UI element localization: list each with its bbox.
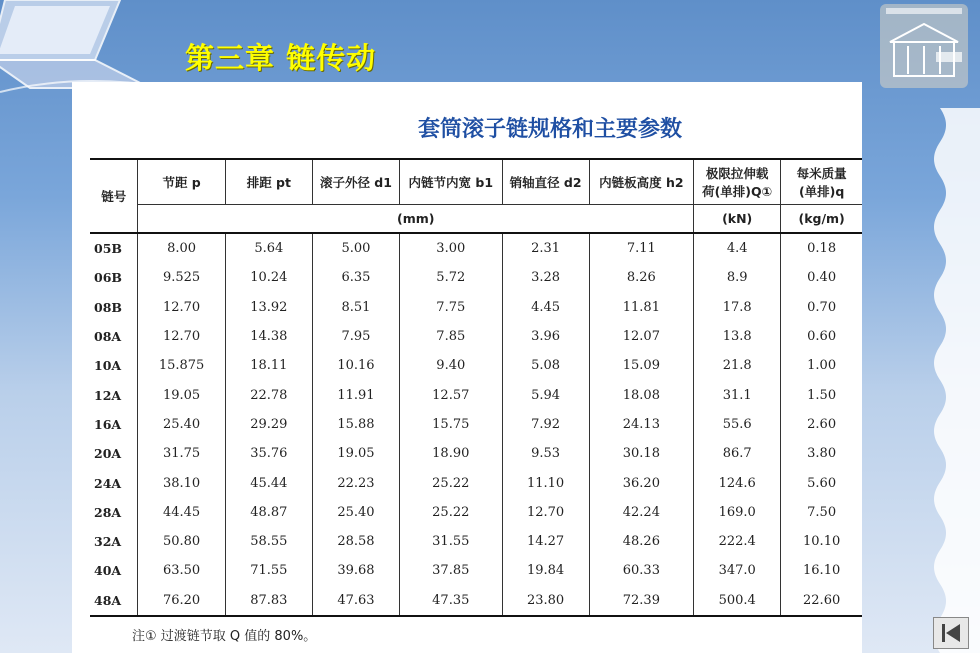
cell-q: 0.18 <box>781 233 862 263</box>
header-unit-mm: (mm) <box>138 205 694 234</box>
cell-h2: 36.20 <box>589 468 693 497</box>
cell-d2: 12.70 <box>502 498 589 527</box>
cell-d2: 9.53 <box>502 439 589 468</box>
cell-d2: 4.45 <box>502 293 589 322</box>
header-pitch: 节距 p <box>138 159 225 205</box>
cell-h2: 24.13 <box>589 410 693 439</box>
table-row <box>90 322 862 351</box>
cell-pt: 87.83 <box>225 586 312 616</box>
cell-Q: 86.7 <box>694 439 781 468</box>
cell-d1: 6.35 <box>312 263 399 292</box>
cell-p: 38.10 <box>138 468 225 497</box>
cell-code: 10A <box>94 358 122 374</box>
cell-d2: 7.92 <box>502 410 589 439</box>
slide-content <box>72 82 862 653</box>
cell-d1: 5.00 <box>312 233 399 263</box>
cell-p: 31.75 <box>138 439 225 468</box>
cell-h2: 30.18 <box>589 439 693 468</box>
decorative-ribbon <box>930 108 980 653</box>
cell-d2: 5.08 <box>502 351 589 380</box>
table-footnote: 注① 过渡链节取 Q 值的 80%。 <box>132 629 317 644</box>
university-emblem-icon <box>878 2 970 90</box>
cell-code: 28A <box>94 504 122 520</box>
header-roller-diameter: 滚子外径 d1 <box>312 159 399 205</box>
cell-b1: 12.57 <box>400 380 503 409</box>
cell-b1: 15.75 <box>400 410 503 439</box>
first-slide-button[interactable] <box>933 617 969 649</box>
cell-d2: 14.27 <box>502 527 589 556</box>
cell-pt: 14.38 <box>225 322 312 351</box>
cell-b1: 37.85 <box>400 556 503 585</box>
table-row <box>90 233 862 263</box>
cell-Q: 55.6 <box>694 410 781 439</box>
cell-code: 08A <box>94 329 122 345</box>
cell-code: 24A <box>94 475 122 491</box>
cell-pt: 71.55 <box>225 556 312 585</box>
header-unit-kn: (kN) <box>694 205 781 234</box>
cell-p: 8.00 <box>138 233 225 263</box>
chain-spec-table <box>90 158 862 617</box>
cell-q: 7.50 <box>781 498 862 527</box>
cell-d1: 28.58 <box>312 527 399 556</box>
cell-d1: 47.63 <box>312 586 399 616</box>
table-row <box>90 586 862 616</box>
cell-p: 76.20 <box>138 586 225 616</box>
cell-b1: 5.72 <box>400 263 503 292</box>
table-row <box>90 380 862 409</box>
cell-h2: 11.81 <box>589 293 693 322</box>
cell-q: 0.40 <box>781 263 862 292</box>
cell-Q: 124.6 <box>694 468 781 497</box>
header-plate-height: 内链板高度 h2 <box>589 159 693 205</box>
cell-q: 5.60 <box>781 468 862 497</box>
cell-q: 3.80 <box>781 439 862 468</box>
cell-pt: 18.11 <box>225 351 312 380</box>
cell-b1: 25.22 <box>400 468 503 497</box>
cell-Q: 31.1 <box>694 380 781 409</box>
cell-p: 9.525 <box>138 263 225 292</box>
cell-code: 05B <box>94 241 122 257</box>
cell-pt: 58.55 <box>225 527 312 556</box>
cell-d2: 23.80 <box>502 586 589 616</box>
cell-Q: 13.8 <box>694 322 781 351</box>
header-unit-kgm: (kg/m) <box>781 205 862 234</box>
cell-d1: 11.91 <box>312 380 399 409</box>
cell-b1: 25.22 <box>400 498 503 527</box>
cell-h2: 18.08 <box>589 380 693 409</box>
table-body <box>90 233 862 616</box>
cell-code: 12A <box>94 387 122 403</box>
cell-b1: 31.55 <box>400 527 503 556</box>
chapter-title: 第三章 链传动 <box>185 41 377 75</box>
cell-h2: 8.26 <box>589 263 693 292</box>
header-inner-width: 内链节内宽 b1 <box>400 159 503 205</box>
header-mass-line2: (单排)q <box>798 184 845 199</box>
table-row <box>90 498 862 527</box>
cell-p: 63.50 <box>138 556 225 585</box>
cell-q: 1.00 <box>781 351 862 380</box>
table-row <box>90 556 862 585</box>
cell-Q: 500.4 <box>694 586 781 616</box>
cell-b1: 7.75 <box>400 293 503 322</box>
cell-q: 2.60 <box>781 410 862 439</box>
cell-code: 16A <box>94 416 122 432</box>
cell-pt: 10.24 <box>225 263 312 292</box>
cell-d2: 5.94 <box>502 380 589 409</box>
cell-code: 40A <box>94 563 122 579</box>
cell-p: 50.80 <box>138 527 225 556</box>
cell-Q: 222.4 <box>694 527 781 556</box>
header-tensile-load <box>694 159 781 205</box>
document-title: 套筒滚子链规格和主要参数 <box>417 117 682 142</box>
cell-d1: 25.40 <box>312 498 399 527</box>
cell-q: 22.60 <box>781 586 862 616</box>
cell-code: 48A <box>90 586 138 616</box>
table-row <box>90 410 862 439</box>
table-row <box>90 293 862 322</box>
cell-h2: 42.24 <box>589 498 693 527</box>
cell-d1: 10.16 <box>312 351 399 380</box>
cell-pt: 13.92 <box>225 293 312 322</box>
cell-b1: 3.00 <box>400 233 503 263</box>
table-row <box>90 263 862 292</box>
cell-d2: 3.28 <box>502 263 589 292</box>
cell-d1: 7.95 <box>312 322 399 351</box>
cell-p: 25.40 <box>138 410 225 439</box>
table-row <box>90 439 862 468</box>
cell-h2: 72.39 <box>589 586 693 616</box>
cell-p: 15.875 <box>138 351 225 380</box>
cell-h2: 12.07 <box>589 322 693 351</box>
cell-q: 0.60 <box>781 322 862 351</box>
header-pin-diameter: 销轴直径 d2 <box>502 159 589 205</box>
first-slide-icon <box>934 618 968 648</box>
cell-code: 32A <box>94 534 122 550</box>
cell-b1: 47.35 <box>400 586 503 616</box>
cell-Q: 4.4 <box>694 233 781 263</box>
cell-pt: 22.78 <box>225 380 312 409</box>
cell-q: 0.70 <box>781 293 862 322</box>
cell-h2: 60.33 <box>589 556 693 585</box>
cell-p: 44.45 <box>138 498 225 527</box>
header-tensile-load-line1: 极限拉伸载 <box>705 166 769 181</box>
cell-h2: 48.26 <box>589 527 693 556</box>
laptop-graphic <box>0 0 190 95</box>
header-code: 链号 <box>90 159 138 233</box>
cell-d2: 11.10 <box>502 468 589 497</box>
table-row <box>90 468 862 497</box>
cell-d1: 8.51 <box>312 293 399 322</box>
cell-pt: 29.29 <box>225 410 312 439</box>
cell-b1: 9.40 <box>400 351 503 380</box>
cell-h2: 15.09 <box>589 351 693 380</box>
cell-d2: 2.31 <box>502 233 589 263</box>
cell-pt: 45.44 <box>225 468 312 497</box>
cell-p: 19.05 <box>138 380 225 409</box>
cell-b1: 18.90 <box>400 439 503 468</box>
cell-h2: 7.11 <box>589 233 693 263</box>
cell-pt: 35.76 <box>225 439 312 468</box>
cell-Q: 347.0 <box>694 556 781 585</box>
cell-Q: 8.9 <box>694 263 781 292</box>
cell-code: 06B <box>94 270 122 286</box>
cell-b1: 7.85 <box>400 322 503 351</box>
cell-d1: 39.68 <box>312 556 399 585</box>
cell-p: 12.70 <box>138 322 225 351</box>
cell-Q: 169.0 <box>694 498 781 527</box>
cell-d2: 3.96 <box>502 322 589 351</box>
cell-code: 20A <box>94 446 122 462</box>
cell-pt: 48.87 <box>225 498 312 527</box>
cell-pt: 5.64 <box>225 233 312 263</box>
header-tensile-load-line2: 荷(单排)Q① <box>702 184 773 199</box>
header-mass-line1: 每米质量 <box>796 166 847 181</box>
cell-p: 12.70 <box>138 293 225 322</box>
cell-code: 08B <box>94 299 122 315</box>
cell-d1: 15.88 <box>312 410 399 439</box>
header-mass <box>781 159 862 205</box>
cell-q: 1.50 <box>781 380 862 409</box>
cell-Q: 21.8 <box>694 351 781 380</box>
cell-Q: 17.8 <box>694 293 781 322</box>
cell-d2: 19.84 <box>502 556 589 585</box>
table-row <box>90 351 862 380</box>
table-row <box>90 527 862 556</box>
cell-d1: 19.05 <box>312 439 399 468</box>
cell-q: 10.10 <box>781 527 862 556</box>
header-row-pitch: 排距 pt <box>225 159 312 205</box>
cell-q: 16.10 <box>781 556 862 585</box>
cell-d1: 22.23 <box>312 468 399 497</box>
